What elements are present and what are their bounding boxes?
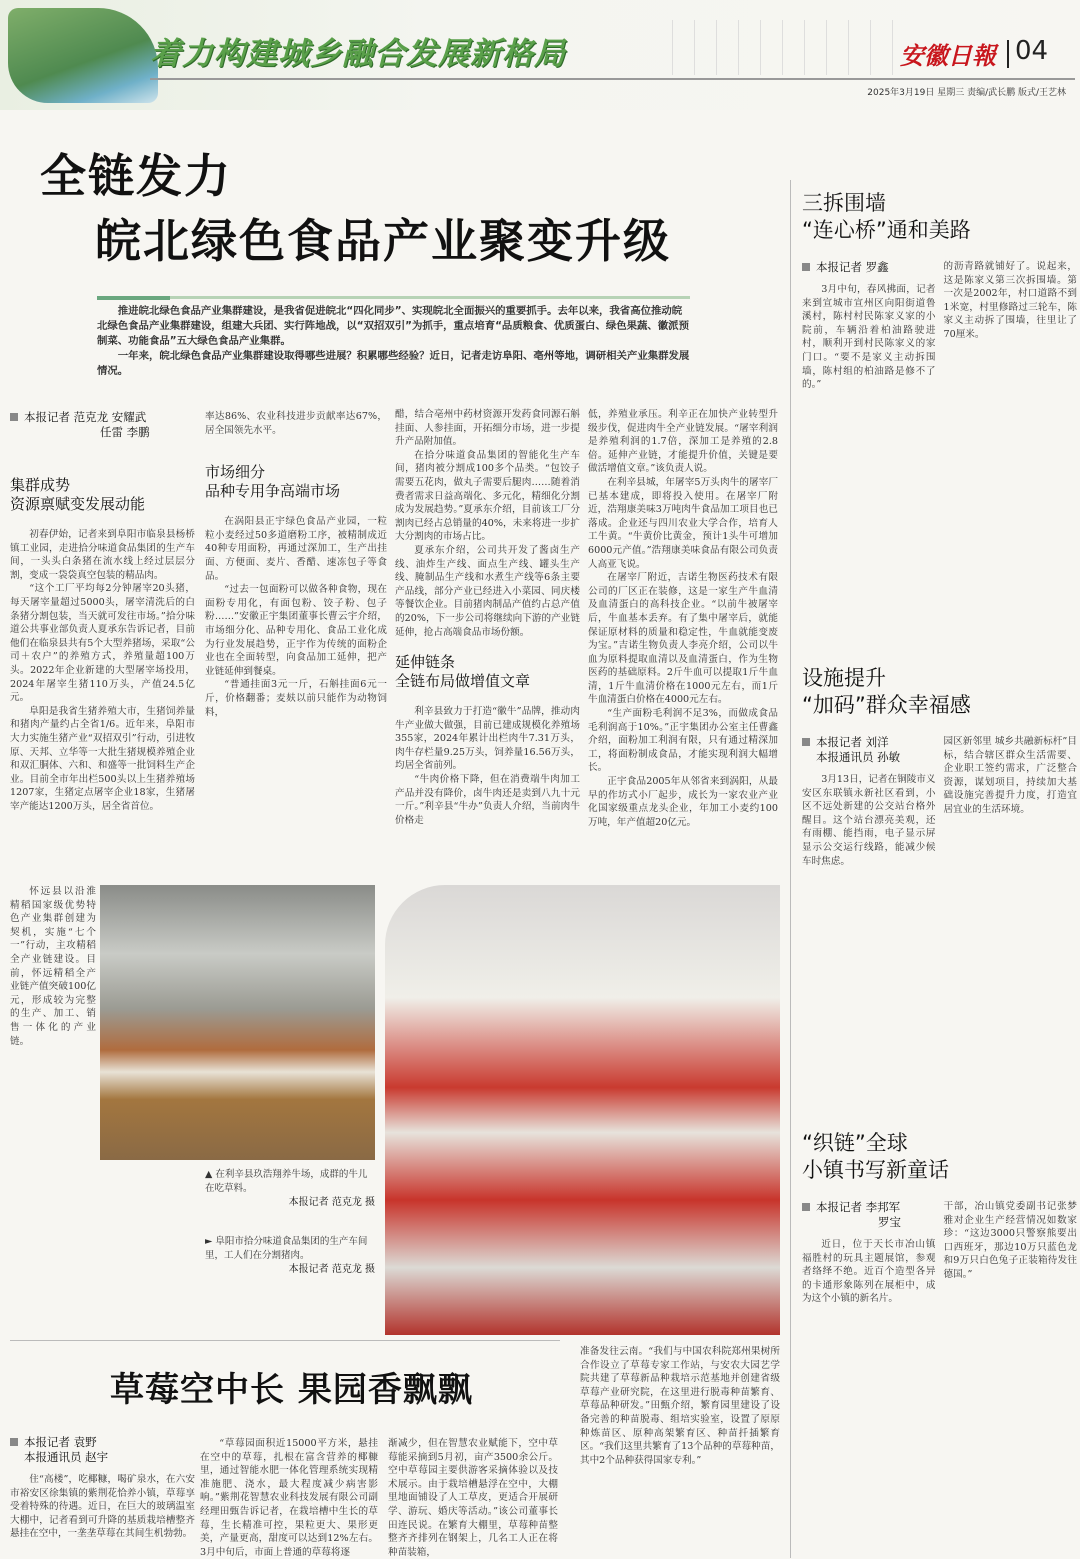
paragraph: 醋，结合亳州中药材资源开发药食同源石斛挂面、人参挂面，开拓细分市场，进一步提升产品附加值。 — [395, 409, 580, 448]
lead-text-1: 推进皖北绿色食品产业集群建设，是我省促进皖北“四化同步”、实现皖北全面振兴的重要抓手。去年以来，我省高位推动皖北绿色食品产业集群建设，组建大兵团、实行阵地战，以“双招双引”为抓手，重点培育“品质粮食、优质蛋白、绿色果蔬、徽派预制菜、功能食品”五大绿色食品产业集群。 — [97, 305, 689, 347]
byline: 本报记者 范克龙 安耀武 任雷 李鹏 — [10, 410, 195, 440]
paragraph: 在涡阳县正宇绿色食品产业园，一粒粒小麦经过50多道磨粉工序，被精制成近40种专用面粉，再通过深加工，生产出挂面、方便面、麦片、香醋、速冻包子等食品。 — [205, 516, 387, 582]
article-column-1-narrow — [10, 885, 96, 1048]
subheading: 集群成势 资源禀赋变发展动能 — [10, 476, 146, 513]
article-column-3 — [395, 408, 580, 827]
headline-line-2: 皖北绿色食品产业聚变升级 — [95, 214, 671, 268]
sidebar-story-2 — [802, 665, 1077, 868]
paragraph: “普通挂面3元一斤，石斛挂面6元一斤，价格翻番；麦麸以前只能作为动物饲料， — [205, 679, 387, 718]
section-banner-title: 着力构建城乡融合发展新格局 — [150, 36, 566, 72]
newspaper-logo: 安徽日報 — [900, 41, 996, 70]
header-rule — [150, 78, 1075, 80]
lead-paragraph — [97, 304, 690, 379]
article-column-4 — [588, 408, 778, 829]
lead-rule — [97, 296, 690, 299]
paragraph: 低，养殖业承压。利辛正在加快产业转型升级步伐，促进肉牛全产业链发展。“屠宰利润是养殖利润的1.7倍，深加工是养殖的2.8倍。延伸产业链，才能提升价值，关键是要做活增值文章。”该负责人说。 — [588, 409, 778, 475]
photo-caption-2: ► 阜阳市拾分味道食品集团的生产车间里，工人们在分割猪肉。 本报记者 范克龙 摄 — [205, 1236, 375, 1275]
cattle-farm-photo — [100, 885, 375, 1160]
bottom-column-2 — [200, 1437, 378, 1559]
byline: 本报记者 罗鑫 — [802, 260, 936, 275]
paragraph: 初春伊始，记者来到阜阳市临泉县杨桥镇工业园，走进拾分味道食品集团的生产车间，一头头白条猪在流水线上经过层层分割，变成一袋袋真空包装的精品肉。 — [10, 529, 195, 581]
divider — [10, 1340, 560, 1341]
paragraph: 园区新邻里 城乡共融新标杆”目标，结合辖区群众生活需要、企业职工签约需求，广泛整合资源，谋划项目，持续加大基础设施完善提升力度，打造宜居宜业的生活环境。 — [943, 736, 1077, 815]
paragraph: 夏承东介绍，公司共开发了酱卤生产线、油炸生产线、面点生产线、罐头生产线、腌制品生产线和水煮生产线等6条主要产品线，部分产业已经进入小菜园、同庆楼等餐饮企业。目前猪肉制品产值约占总产值的20%，下一步公司将继续向下游的产业链延伸，抢占高端食品市场份额。 — [395, 544, 580, 638]
sidebar-story-3 — [802, 1130, 1077, 1306]
paragraph: 渐减少，但在智慧农业赋能下，空中草莓能采摘到5月初，亩产3500余公斤。空中草莓园主要供游客采摘体验以及技术展示。由于栽培槽悬浮在空中，大棚里地面铺设了人工草皮，更适合开展研学、游玩、婚庆等活动。”该公司董事长田连民说。在繁育大棚里，草莓种苗整整齐齐排列在钢架上，几名工人正在将种苗装箱， — [388, 1438, 558, 1558]
bottom-column-3 — [388, 1437, 558, 1559]
paragraph: 率达86%、农业科技进步贡献率达67%，居全国领先水平。 — [205, 411, 387, 436]
paragraph: “这个工厂平均每2分钟屠宰20头猪，每天屠宰量超过5000头，屠宰清洗后的白条猪分割包装，当天就可发往市场。”拾分味道公共事业部负责人夏承东告诉记者，目前他们在临泉县共有5个大型养猪场，采取“公司＋农户”的养殖方式，养殖量超100万头。2022年企业新建的大型屠宰场投用，2024年屠宰生猪110万头，产值24.5亿元。 — [10, 583, 195, 704]
story-title: 三拆围墙 “连心桥”通和美路 — [802, 191, 971, 242]
skyline-illustration — [660, 20, 900, 75]
story-title: “织链”全球 小镇书写新童话 — [802, 1131, 949, 1182]
paragraph: 3月13日，记者在铜陵市义安区东联镇永新社区看到，小区不远处新建的公交站台格外醒目。这个站台漂亮美观，还有雨棚、能挡雨，电子显示屏显示公交运行线路，能减少候车时焦虑。 — [802, 774, 936, 867]
paragraph: “生产面粉毛利润不足3%，而做成食品毛利润高于10%。”正宇集团办公室主任曹鑫介绍，面粉加工利润有限，只有通过精深加工，将面粉制成食品，才能实现利润大幅增长。 — [588, 708, 778, 774]
byline: 本报记者 袁野 本报通讯员 赵宇 — [10, 1435, 195, 1465]
page-number: 04 — [1015, 36, 1049, 66]
lead-text-2: 一年来，皖北绿色食品产业集群建设取得哪些进展？积累哪些经验？近日，记者走访阜阳、亳州等地，调研相关产业集群发展情况。 — [97, 350, 690, 377]
subheading: 市场细分 品种专用争高端市场 — [205, 463, 341, 501]
paragraph: 在拾分味道食品集团的智能化生产车间，猪肉被分割成100多个品类。“包饺子需要五花肉，做丸子需要后腿肉……随着消费者需求日益高端化、多元化，精细化分割成为发展趋势。”夏承东介绍，目前该工厂分割肉已经占总销量的40%，未来将进一步扩大分割肉的市场占比。 — [395, 449, 580, 543]
byline: 本报记者 李邦军 罗宝 — [802, 1200, 936, 1230]
story-title: 设施提升 “加码”群众幸福感 — [802, 666, 971, 717]
paragraph: “草莓园面积近15000平方米，悬挂在空中的草莓，扎根在富含营养的椰糠里，通过智能水肥一体化管理系统实现精准施肥、浇水，最大程度减少病害影响。”紫荆花智慧农业科技发展有限公司副经理田甄告诉记者，在栽培槽中生长的草莓，生长精准可控，果粒更大、果形更美，产量更高，甜度可以达到12%左右。3月中旬后，市面上普通的草莓将逐 — [200, 1438, 378, 1558]
paragraph: “牛肉价格下降，但在消费端牛肉加工产品并没有降价，卤牛肉还是卖到八九十元一斤。”利辛县“牛办”负责人介绍，当前肉牛价格走 — [395, 774, 580, 826]
paragraph: 住“高楼”，吃椰糠，喝矿泉水，在六安市裕安区徐集镇的紫荆花恰养小镇，草莓享受着特殊的待遇。近日，在巨大的玻璃温室大棚中，记者看到可升降的基质栽培槽整齐悬挂在空中，一垄垄草莓在其间生机勃勃。 — [10, 1474, 195, 1540]
paragraph: 怀远县以沿淮精稻国家级优势特色产业集群创建为契机，实施“七个一”行动，主攻精稻全产业链建设。目前，怀远精稻全产业链产值突破100亿元，形成较为完整的生产、加工、销售一体化的产业链。 — [10, 886, 96, 1047]
paragraph: 利辛县致力于打造“徽牛”品牌，推动肉牛产业做大做强，目前已建成规模化养殖场355家，2024年累计出栏肉牛7.31万头，肉牛存栏量9.25万头，饲养量16.56万头，均居全省前列。 — [395, 706, 580, 772]
village-illustration — [8, 8, 158, 103]
bottom-story-title: 草莓空中长 果园香飘飘 — [110, 1370, 473, 1410]
paragraph: 在屠宰厂附近，吉诺生物医药技术有限公司的厂区正在装修，这是一家生产牛血清及血清蛋白的高科技企业。“以前牛被屠宰后，牛血基本丢弃。有了集中屠宰后，就能保证原材料的质量和稳定性，牛血就能变废为宝。”吉诺生物负责人李亮介绍，公司以牛血为原料提取血清以及血清蛋白，作为生物医药的基础原料。2斤牛血可以提取1斤牛血清，1斤牛血清价格在1000元左右，而1斤牛血清蛋白价格在4000元左右。 — [588, 572, 778, 706]
paragraph: 的沥青路就铺好了。说起来，这是陈家义第三次拆围墙。第一次是2002年，村口道路不到1米宽，村里修路过三轮车，陈家义主动拆了围墙，往里让了70厘米。 — [943, 261, 1077, 340]
divider — [1007, 40, 1009, 68]
article-column-1 — [10, 410, 195, 813]
paragraph: 近日，位于天长市冶山镇福胜村的玩具主题展馆，参观者络绎不绝。近百个造型各异的卡通形象陈列在展柜中，成为这个小镇的新名片。 — [802, 1239, 936, 1305]
headline-line-1: 全链发力 — [40, 149, 232, 203]
column-divider — [790, 180, 791, 1558]
subheading: 延伸链条 全链布局做增值文章 — [395, 653, 531, 691]
byline: 本报记者 刘洋 本报通讯员 孙敏 — [802, 735, 936, 765]
bottom-column-1 — [10, 1435, 195, 1541]
paragraph: “过去一包面粉可以做各种食物，现在面粉专用化，有面包粉、饺子粉、包子粉……”安徽正宇集团董事长曹云宇介绍，市场细分化、品种专用化、食品工业化成为行业发展趋势，正宇作为传统的面粉企业也在全面转型，向食品加工延伸，把产业链延伸到餐桌。 — [205, 584, 387, 677]
dateline: 2025年3月19日 星期三 责编/武长鹏 版式/王艺林 — [867, 88, 1066, 98]
paragraph: 干部，冶山镇党委副书记张梦雅对企业生产经营情况如数家珍：“这边3000只警察熊要出口西班牙，那边10万只蓝色龙和9万只白色兔子正装箱待发往德国。” — [943, 1201, 1077, 1280]
paragraph: 准备发往云南。“我们与中国农科院郑州果树所合作设立了草莓专家工作站，与安农大园艺学院共建了草莓新品种栽培示范基地并创建省级草莓产业研究院，在这里进行脱毒种苗繁育、草莓品种研发。”田甄介绍，繁育园里建设了设备完善的种苗脱毒、组培实验室，设置了原原种炼苗区、原种高架繁育区、种苗扦插繁育区。“我们这里共繁育了13个品种的草莓种苗，其中2个品种获得国家专利。” — [580, 1346, 780, 1466]
paragraph: 阜阳是我省生猪养殖大市，生猪饲养量和猪肉产量约占全省1/6。近年来，阜阳市大力实施生猪产业“双招双引”行动，引进牧原、天邦、立华等一大批生猪规模养殖企业和双汇胴体、六和、和盛等一批饲料生产企业。目前全市年出栏500头以上生猪养殖场1207家，生猪定点屠宰企业18家，生猪屠宰产能达1200万头，居全省首位。 — [10, 705, 195, 812]
paragraph: 在利辛县城，年屠宰5万头肉牛的屠宰厂已基本建成，即将投入使用。在屠宰厂附近，浩翔康美味3万吨肉牛食品加工项目也已落成。企业还与四川农业大学合作，培育人工牛黄。“牛黄价比黄金，预计1头牛可增加6000元产值。”浩翔康美味食品有限公司负责人高亚飞说。 — [588, 476, 778, 570]
paragraph: 3月中旬，春风拂面，记者来到宣城市宣州区向阳街道鲁溪村，陈村村民陈家义家的小院前，车辆沿着柏油路驶进村，顺利开到村民陈家义的家门口。“要不是家义主动拆围墙，陈村组的柏油路是修不了的。” — [802, 284, 936, 391]
paragraph: 正宇食品2005年从邻省来到涡阳，从最早的作坊式小厂起步，成长为一家农业产业化国家级重点龙头企业，年加工小麦约100万吨，年产值超20亿元。 — [588, 776, 778, 828]
sidebar-story-1 — [802, 190, 1077, 392]
photo-caption-1: ▲ 在利辛县玖浩翔养牛场，成群的牛儿在吃草料。 本报记者 范克龙 摄 — [205, 1169, 375, 1208]
meat-processing-photo — [385, 885, 780, 1335]
article-column-2 — [205, 410, 387, 719]
bottom-column-4 — [580, 1345, 780, 1467]
